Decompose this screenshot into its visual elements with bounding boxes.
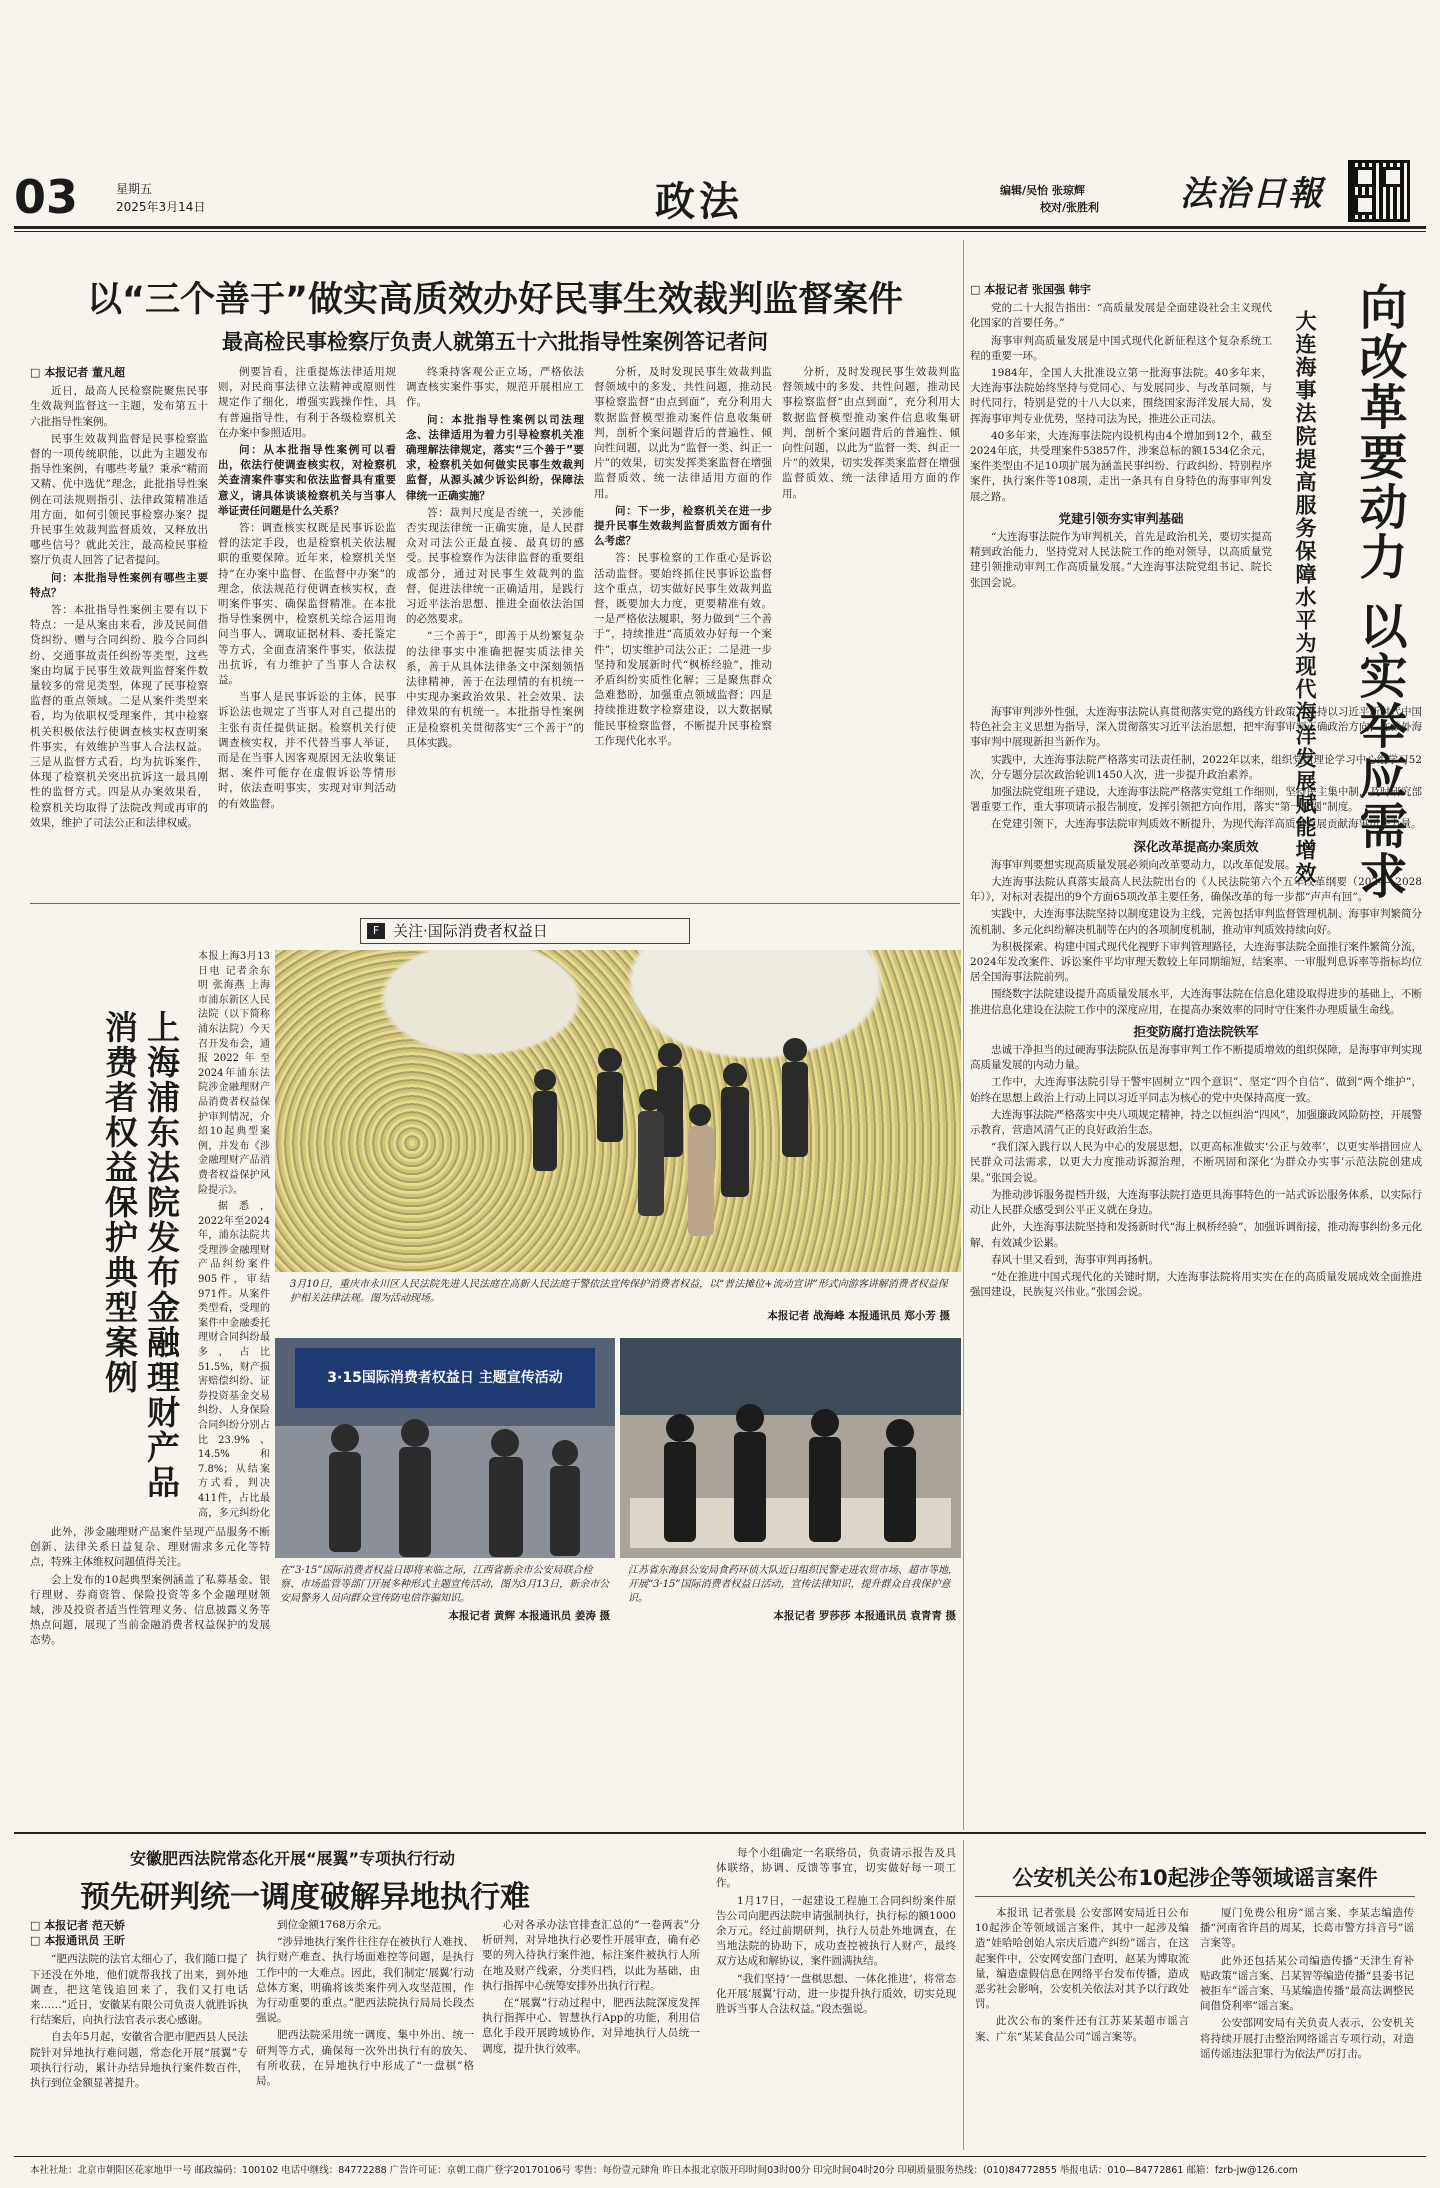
lead-byline: □ 本报记者 董凡超 [30, 366, 126, 379]
lead-paragraph: 终秉持客观公正立场，严格依法调查核实案件事实，规范开展相应工作。 [406, 366, 584, 409]
photo-market-visit [620, 1338, 961, 1558]
right-paragraph: 实践中，大连海事法院严格落实司法责任制，2022年以来，组织党组理论学习中心组学习52次，分专题分层次政治轮训1450人次，进一步提升政治素养。 [970, 753, 1422, 781]
rumor-column-2 [1200, 1906, 1414, 2150]
photo2-credit: 本报记者 黄辉 本报通讯员 姜涛 摄 [448, 1610, 610, 1622]
anhui-paragraph: 1月17日，一起建设工程施工合同纠纷案件原告公司向肥西法院申请强制执行，执行标的额1000余万元。经过前期研判，执行人员赴外地调查，在当地法院的协助下，成功查控被执行人财产，最终双方达成和解协议，案件圆满执结。 [716, 1894, 956, 1968]
consumer-paragraph: 会上发布的10起典型案例涵盖了私募基金、银行理财、券商资管、保险投资等多个金融理财领域，涉及投资者适当性管理义务、信息披露义务等热点问题，展现了当前金融消费者权益保护的发展态势。 [30, 1573, 270, 1647]
section-title: 政法 [655, 178, 743, 225]
anhui-column-4 [716, 1846, 956, 2150]
right-paragraph: “大连海事法院作为审判机关，首先是政治机关，要切实提高精到政治能力，坚持党对人民法院工作的绝对领导，以高质量党建引领推动审判工作高质量发展。”大连海事法院党组书记、院长张国会说。 [970, 531, 1272, 589]
right-headline: 向改革要动力 以实举应需求 [1351, 282, 1407, 901]
photo1-caption: 3月10日，重庆市永川区人民法院先进人民法庭在高新人民法庭干警依法宣传保护消费者权益，以“普法摊位+流动宣讲”形式向游客讲解消费者权益保护相关法律法规。图为活动现场。 [290, 1279, 948, 1304]
photo-people-figures [275, 950, 961, 1272]
right-paragraph: 党的二十大报告指出：“高质量发展是全面建设社会主义现代化国家的首要任务。” [970, 302, 1272, 330]
right-paragraph: 大连海事法院严格落实中央八项规定精神，持之以恒纠治“四风”，加强廉政风险防控，开展警示教育，营造风清气正的良好政治生态。 [970, 1108, 1422, 1137]
right-paragraph: 实践中，大连海事法院坚持以制度建设为主线，完善包括审判监督管理机制、海事审判繁简分流机制、多元化纠纷解决机制等在内的各项制度机制，推动审判质效持续向好。 [970, 908, 1422, 936]
anhui-paragraph: 肥西法院采用统一调度、集中外出、统一研判等方式，确保每一次外出执行有的放矢、有所收获，在异地执行中形成了“一盘棋”格局。 [256, 2029, 474, 2088]
right-intro [970, 282, 1272, 702]
rumor-paragraph: 厦门免费公租房”谣言案、李某志编造传播“河南省许昌的周某，长葛市警方抖音号”谣言案等。 [1200, 1907, 1414, 1950]
lead-paragraph: “三个善于”，即善于从纷繁复杂的法律事实中准确把握实质法律关系，善于从具体法律条文中深刻领悟法律精神，善于在法理情的有机统一中实现办案政治效果、社会效果、法律效果的有机统一。本批指导性案例正是检察机关贯彻落实“三个善于”的具体实践。 [406, 630, 584, 749]
lead-paragraph: 答：本批指导性案例主要有以下特点：一是从案由来看，涉及民间借贷纠纷、赠与合同纠纷、股今合同纠纷、交通事故责任纠纷等类型，这些案由均属于民事生效裁判监督案件数量较多的常见类型，体现了民事检察监督的重点领域。二是从案件类型来看，均为依职权受理案件，其中检察机关积极依法行使调查核实权查明案件事实，有效维护当事人合法权益。三是从监督方式看，均为抗诉案件，体现了检察机关突出抗诉这一最具刚性的监督方式。四是从办案效果看，检察机关均取得了法院改判或再审的效果，维护了司法公正和法律权威。 [30, 604, 208, 829]
footer-info: 本社社址：北京市朝阳区花家地甲一号 邮政编码：100102 电话中继线：84772288 广告许可证：京朝工商广登字20170106号 零售：每份壹元肆角 昨日本报北京版开印时间03时00分 印完时间04时20分 印刷质量服务热线：(010)84772855 举报电话：010—84772861 邮箱：fzrb-jw@126.com [30, 2165, 1298, 2176]
photo3-caption: 江苏省东海县公安局食药环侦大队近日组织民警走进农贸市场、超市等地，开展“3·15”国际消费者权益日活动，宣传法律知识，提升群众自我保护意识。 [628, 1565, 958, 1604]
right-paragraph: 春风十里又看到，海事审判再扬帆。 [991, 1253, 1159, 1266]
anhui-paragraph: 在“展翼”行动过程中，肥西法院深度发挥执行指挥中心、智慧执行App的功能，利用信息化手段开展跨域协作，对异地执行人员统一调度，提升执行效率。 [482, 1997, 700, 2055]
lead-paragraph: 答：调查核实权既是民事诉讼监督的法定手段，也是检察机关依法履职的重要保障。近年来，检察机关坚持“在办案中监督、在监督中办案”的理念，依法规范行使调查核实权，查明案件事实、确保监督精准。在本批指导性案例中，检察机关综合运用询问当事人、调取证据材料、委托鉴定等方式，全面查清案件事实，依法提出抗诉，有力维护了当事人合法权益。 [218, 522, 396, 687]
anhui-paragraph: “涉异地执行案件往往存在被执行人难找、执行财产难查、执行场面难控等问题，是执行工作中的一大难点。因此，我们制定‘展翼’行动总体方案，明确将该类案件列入攻坚范围，作为行动重要的重点。”肥西法院执行局局长段杰强说。 [256, 1936, 474, 2025]
photo3-credit: 本报记者 罗莎莎 本报通讯员 袁青青 摄 [773, 1610, 956, 1622]
anhui-title: 预先研判统一调度破解异地执行难 [80, 1880, 530, 1915]
right-paragraph: 忠诚干净担当的过硬海事法院队伍是海事审判工作不断提质增效的组织保障，是海事审判实现高质量发展的内动力量。 [970, 1044, 1422, 1072]
right-byline: □ 本报记者 张国强 韩宇 [970, 283, 1091, 296]
lead-paragraph: 例要旨看，注重提炼法律适用规则，对民商事法律立法精神或原则性规定作了细化，增强实践操作性，具有普遍指导性，有利于各级检察机关在办案中参照适用。 [218, 366, 396, 439]
anhui-column-1 [30, 1918, 248, 2150]
rumor-paragraph: 本报讯 记者张晨 公安部网安局近日公布10起涉企等领域谣言案件，其中一起涉及编造“娃哈哈创始人宗庆后遗产纠纷”谣言，在这起案件中，公安网安部门查明，赵某为博取流量，编造虚假信息在网络平台发布传播，造成恶劣社会影响，公安机关依法对其予以行政处罚。 [975, 1907, 1189, 2011]
right-section-heading: 拒变防腐打造法院铁军 [1133, 1023, 1259, 1039]
footer-rule [14, 2156, 1426, 2157]
rumor-divider [963, 1840, 964, 2150]
anhui-paragraph: 到位金额1768万余元。 [277, 1919, 388, 1931]
right-paragraph: 海事审判要想实现高质量发展必须向改革要动力，以改革促发展。 [991, 858, 1296, 871]
right-paragraph: 加强法院党组班子建设，大连海事法院严格落实党组工作细则，坚持民主集中制，及时研究部署重要工作，重大事项请示报告制度，发挥引领把方向作用，落实“第一议题”制度。 [970, 786, 1422, 814]
header-rule [14, 226, 1426, 229]
right-paragraph: 为积极探索、构建中国式现代化视野下审判管理路径，大连海事法院全面推行案件繁简分流，2024年发改案件、诉讼案件平均审理天数较上年同期缩短，结案率、一审服判息诉率等指标均位居全国海事法院前列。 [970, 940, 1422, 984]
anhui-byline: □ 本报记者 范天娇 [30, 1919, 126, 1932]
lead-column-4 [594, 365, 772, 895]
right-paragraph: 海事审判高质量发展是中国式现代化新征程这个复杂系统工程的重要一环。 [970, 334, 1272, 362]
right-section-heading: 深化改革提高办案质效 [1133, 838, 1259, 854]
anhui-paragraph: 自去年5月起，安徽省合肥市肥西县人民法院针对异地执行难问题，常态化开展“展翼”专项执行行动，累计办结异地执行案件数百件，执行到位金额显著提升。 [30, 2031, 248, 2090]
lead-paragraph: 分析，及时发现民事生效裁判监督领域中的多发、共性问题，推动民事检察监督“由点到面”，充分利用大数据监督模型推动案件信息收集研判，剖析个案问题背后的普遍性、倾向性问题，以此为“监督一类、纠正一片”的效果，切实发挥类案监督在增强监督质效、统一法律适用方面的作用。 [594, 366, 772, 500]
anhui-column-3 [482, 1918, 700, 2150]
consumer-paragraph: 本报上海3月13日电 记者余东明 张海燕 上海市浦东新区人民法院（以下简称浦东法院）今天召开发布会，通报2022年至2024年浦东法院涉金融理财产品消费者权益保护审判情况，介绍10起典型案例，并发布《涉金融理财产品消费者权益保护风险提示》。 [198, 951, 270, 1196]
right-paragraph: 1984年，全国人大批准设立第一批海事法院。40多年来，大连海事法院始终坚持与党同心、与发展同步、与改革同频，与时代同行，特别是党的十八大以来，围绕国家海洋发展大局，发挥海事审判专业优势，坚持司法为民，推进公正司法。 [970, 367, 1272, 425]
rumor-title: 公安机关公布10起涉企等领域谣言案件 [1012, 1866, 1378, 1890]
lead-column-3 [406, 365, 584, 895]
banner-label: 关注·国际消费者权益日 [393, 922, 548, 940]
anhui-column-2 [256, 1918, 474, 2150]
banner-icon: F [367, 923, 385, 939]
consumer-body-bottom [30, 1525, 270, 1825]
anhui-byline: □ 本报通讯员 王昕 [30, 1934, 126, 1948]
lead-question: 问：从本批指导性案例可以看出，依法行使调查核实权，对检察机关查清案件事实和依法监督具有重要意义，请具体谈谈检察机关与当事人举证责任问题是什么关系？ [218, 444, 396, 517]
anhui-paragraph: “肥西法院的法官太细心了，我们随口提了下还没在外地，他们就帮我找了出来，到外地调查，把这笔钱追回来了，我们又打电话来……”近日，安徽某有限公司负责人就胜诉执行结案后，向执行法官表示衷心感谢。 [30, 1953, 248, 2027]
lead-subtitle: 最高检民事检察厅负责人就第五十六批指导性案例答记者问 [222, 330, 768, 354]
rumor-paragraph: 公安部网安局有关负责人表示，公安机关将持续开展打击整治网络谣言专项行动，对造谣传谣违法犯罪行为依法严厉打击。 [1200, 2017, 1414, 2060]
photo-flower-field [275, 950, 961, 1272]
consumer-banner [360, 918, 690, 944]
photo2-caption: 在“3·15”国际消费者权益日即将来临之际，江西省新余市公安局联合检察、市场监管等部门开展多种形式主题宣传活动，图为3月13日，新余市公安局警务人员向群众宣传防电信诈骗知识。 [280, 1565, 610, 1604]
lead-column-1 [30, 365, 208, 895]
lead-paragraph: 近日，最高人民检察院聚焦民事生效裁判监督这一主题，发布第五十六批指导性案例。 [30, 385, 208, 428]
right-paragraph: 围绕数字法院建设提升高质量发展水平，大连海事法院在信息化建设取得进步的基础上，不断推进信息化建设在法院工作中的深度应用，在提高办案效率的同时守住案件办理质量生命线。 [970, 988, 1422, 1016]
qr-code-icon [1348, 160, 1410, 222]
header-date: 2025年3月14日 [116, 200, 206, 214]
right-section-heading: 党建引领夯实审判基础 [1058, 510, 1184, 526]
editor-line-2: 校对/张胜利 [1040, 201, 1100, 214]
right-paragraph: “处在推进中国式现代化的关键时期，大连海事法院将用实实在在的高质量发展成效全面推进强国建设，民族复兴伟业。”张国会说。 [970, 1270, 1422, 1299]
promo-banner: 3·15国际消费者权益日 主题宣传活动 [295, 1348, 595, 1408]
lead-paragraph: 当事人是民事诉讼的主体，民事诉讼法也规定了当事人对自己提出的主张有责任提供证据。检察机关行使调查核实权，并不代替当事人举证，而是在当事人因客观原因无法收集证据、案件可能存在虚假诉讼等情形时，依法查明事实，实现对审判活动的有效监督。 [218, 691, 396, 810]
right-paragraph: 工作中，大连海事法院引导干警牢固树立“四个意识”、坚定“四个自信”、做到“两个维护”，始终在思想上政治上行动上同以习近平同志为核心的党中央保持高度一致。 [970, 1076, 1422, 1104]
lead-paragraph: 答：裁判尺度是否统一，关涉能否实现法律统一正确实施，是人民群众对司法公正最直接、最真切的感受。民事检察作为法律监督的重要组成部分，通过对民事生效裁判的监督，促进法律统一正确适用，是践行习近平法治思想、推进全面依法治国的必然要求。 [406, 506, 584, 626]
right-paragraph: 在党建引领下，大连海事法院审判质效不断提升，为现代海洋高质量发展贡献海事司法力量。 [991, 818, 1422, 831]
right-body [970, 705, 1422, 1830]
rumor-column-1 [975, 1906, 1189, 2150]
photo-police-promotion [275, 1338, 615, 1558]
page-number: 03 [14, 170, 79, 224]
lead-question: 问：本批指导性案例以司法理念、法律适用为着力引导检察机关准确理解法律规定，落实“三个善于”要求，检察机关如何做实民事生效裁判监督，从源头减少诉讼纠纷，保障法律统一正确实施？ [406, 413, 584, 502]
anhui-paragraph: “我们坚持‘一盘棋思想、一体化推进’，将常态化开展‘展翼’行动，进一步提升执行质效，切实兑现胜诉当事人合法权益。”段杰强说。 [716, 1972, 956, 2016]
lead-column-5 [782, 365, 960, 895]
lead-question: 问：本批指导性案例有哪些主要特点？ [30, 571, 208, 599]
right-paragraph: 40多年来，大连海事法院内设机构由4个增加到12个，截至2024年底，共受理案件53857件，涉案总标的额1534亿余元，案件类型由不足10项扩展为涵盖民事纠纷、行政纠纷、特别程序案件，执行案件等108项，走出一条具有自身特色的海事审判发展之路。 [970, 429, 1272, 503]
right-paragraph: 此外，大连海事法院坚持和发扬新时代“海上枫桥经验”，加强诉调衔接，推动海事纠纷多元化解，有效减少讼累。 [970, 1221, 1422, 1249]
right-divider [963, 240, 964, 1830]
lead-paragraph: 答：民事检察的工作重心是诉讼活动监督。要始终抓住民事诉讼监督这个重点，切实做好民事生效裁判监督，既要加大力度，更要精准有效。一是严格依法履职，努力做到“三个善于”，持续推进“高质效办好每一个案件”，切实维护司法公正；二是进一步坚持和发展新时代“枫桥经验”，推动矛盾纠纷实质性化解；三是聚焦群众急难愁盼，加强重点领域监督；四是持续推进数字检察建设，以大数据赋能民事检察监督，不断提升民事检察工作现代化水平。 [594, 552, 772, 747]
lead-paragraph: 民事生效裁判监督是民事检察监督的一项传统职能，以此为主题发布指导性案例，有哪些考量？秉承“精而又精、优中选优”理念，此批指导性案例在司法规则指引、法律政策精准适用方面，如何引领民事检察办案？提升民事生效裁判监督质效，又释放出哪些信号？就此关注，最高检民事检察厅负责人回答了记者提问。 [30, 432, 208, 567]
anhui-paragraph: 每个小组确定一名联络员，负责请示报告及具体联络，协调、反馈等事宜，切实做好每一项工作。 [716, 1847, 956, 1890]
lead-paragraph: 分析，及时发现民事生效裁判监督领域中的多发、共性问题，推动民事检察监督“由点到面”，充分利用大数据监督模型推动案件信息收集研判，剖析个案问题背后的普遍性、倾向性问题，以此为“监督一类、纠正一片”的效果，切实发挥类案监督在增强监督质效、统一法律适用方面的作用。 [782, 366, 960, 500]
right-paragraph: “我们深入践行以人民为中心的发展思想，以更高标准做实‘公正与效率’，以更实举措回应人民群众司法需求，以更大力度推动诉源治理，不断巩固和深化‘为群众办实事’示范法院创建成果。”张国会说。 [970, 1141, 1422, 1184]
consumer-body-top [198, 950, 270, 1520]
right-paragraph: 海事审判涉外性强，大连海事法院认真贯彻落实党的路线方针政策，坚持以习近平新时代中国特色社会主义思想为指导，深入贯彻落实习近平法治思想，把牢海事审判正确政治方向，在涉外海事审判中展现新担当新作为。 [970, 706, 1422, 749]
rumor-paragraph: 此次公布的案件还有江苏某某超市谣言案、广东“某某食品公司”谣言案等。 [975, 2015, 1189, 2043]
rumor-title-rule [975, 1896, 1415, 1897]
photo-people-figures [275, 1338, 615, 1558]
photo1-credit: 本报记者 战海峰 本报通讯员 郑小芳 摄 [767, 1310, 950, 1322]
consumer-paragraph: 据悉，2022年至2024年，浦东法院共受理涉金融理财产品纠纷案件905件，审结971件。从案件类型看，受理的案件中金融委托理财合同纠纷最多，占比51.5%，财产损害赔偿纠纷、证券投资基金交易纠纷、人身保险合同纠纷分别占比23.9%、14.5%和7.8%；从结案方式看，判决411件，占比最高，多元纠纷化 [198, 1201, 270, 1519]
right-paragraph: 大连海事法院认真落实最高人民法院出台的《人民法院第六个五年改革纲要（2024—2028年）》，对标对表提出的9个方面65项改革主要任务，确保改革的每一步都“声声有回”。 [970, 876, 1422, 904]
right-paragraph: 为推动涉诉服务提档升级，大连海事法院打造更具海事特色的一站式诉讼服务体系，以实际行动让人民群众感受到公平正义就在身边。 [970, 1188, 1422, 1217]
editor-line-1: 编辑/吴怡 张琼辉 [1000, 184, 1085, 197]
rumor-paragraph: 此外还包括某公司编造传播“天津生育补贴政策”谣言案、吕某智等编造传播“县委书记被拒车”谣言案、马某编造传播“最高法调整民间借贷利率”谣言案。 [1200, 1954, 1414, 2013]
header-rule-thin [14, 231, 1426, 232]
consumer-paragraph: 此外，涉金融理财产品案件呈现产品服务不断创新、法律关系日益复杂、理财需求多元化等特点，特殊主体维权问题值得关注。 [30, 1526, 270, 1569]
right-subhead: 大连海事法院提高服务保障水平为现代海洋发展赋能增效 [1293, 310, 1317, 885]
photo-people-figures [620, 1338, 961, 1558]
middle-bottom-rule [14, 1832, 1426, 1834]
header-weekday: 星期五 [116, 182, 153, 196]
consumer-vertical-title: 上海浦东法院发布金融理财产品消费者权益保护典型案例 [100, 1010, 181, 1500]
lead-bottom-rule [30, 903, 960, 904]
lead-question: 问：下一步，检察机关在进一步提升民事生效裁判监督质效方面有什么考虑？ [594, 504, 772, 548]
lead-title: 以“三个善于”做实高质效办好民事生效裁判监督案件 [86, 280, 903, 320]
lead-column-2 [218, 365, 396, 895]
masthead: 法治日報 [1180, 174, 1324, 214]
anhui-subtitle: 安徽肥西法院常态化开展“展翼”专项执行行动 [130, 1849, 456, 1868]
anhui-paragraph: 心对各承办法官排查汇总的“一卷两表”分析研判，对异地执行必要性开展审查，确有必要的列入待执行案件池，标注案件被执行人所在地及财产线索，分类归档，以此为基础，由执行指挥中心统筹安排外出执行行程。 [482, 1919, 700, 1992]
